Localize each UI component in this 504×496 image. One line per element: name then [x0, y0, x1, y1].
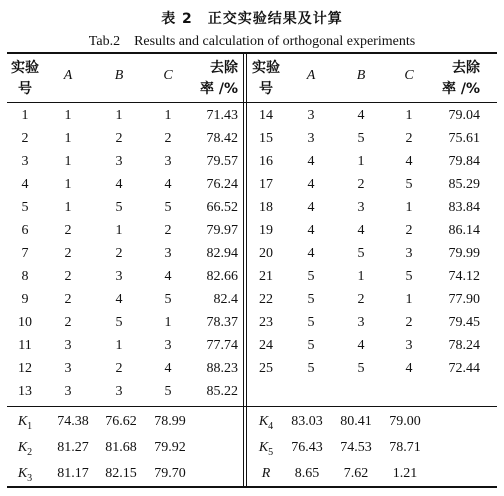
k-label	[251, 410, 281, 433]
cell-a: 5	[307, 338, 315, 353]
cell-b: 2	[357, 292, 365, 307]
cell-a: 5	[307, 292, 315, 307]
cell-rate: 85.29	[448, 177, 480, 192]
cell-a: 4	[307, 223, 315, 238]
cell-a: 2	[64, 223, 72, 238]
cell-a: 1	[64, 154, 72, 169]
k-label	[10, 410, 40, 433]
header-c-right: C	[404, 68, 414, 83]
cell-no: 20	[259, 246, 273, 261]
k-symbol: K	[17, 440, 28, 455]
cell-a: 3	[307, 108, 315, 123]
cell-c: 1	[405, 108, 413, 123]
k-value-c: 1.21	[392, 466, 418, 481]
cell-rate: 82.4	[213, 292, 238, 307]
cell-c: 4	[164, 361, 172, 376]
cell-a: 3	[64, 338, 72, 353]
cell-rate: 88.23	[206, 361, 238, 376]
header-no-line2: 号	[18, 81, 32, 97]
k-subscript: 2	[27, 446, 33, 458]
cell-b: 1	[115, 338, 123, 353]
cell-b: 5	[357, 131, 365, 146]
k-subscript: 3	[27, 472, 33, 484]
cell-b: 1	[357, 154, 365, 169]
k-value-b: 81.68	[105, 440, 137, 455]
cell-a: 2	[64, 315, 72, 330]
cell-b: 1	[115, 108, 123, 123]
header-no-line1-right: 实验	[252, 60, 280, 76]
cell-b: 1	[357, 269, 365, 284]
table-title-cn: 表 2 正交实验结果及计算	[161, 11, 343, 27]
cell-no: 3	[21, 154, 29, 169]
cell-c: 3	[405, 338, 413, 353]
cell-c: 1	[164, 315, 172, 330]
cell-a: 3	[64, 384, 72, 399]
bottom-rule	[7, 486, 497, 488]
cell-c: 1	[405, 292, 413, 307]
cell-b: 2	[115, 246, 123, 261]
cell-b: 4	[115, 177, 123, 192]
cell-a: 5	[307, 361, 315, 376]
cell-rate: 78.42	[206, 131, 238, 146]
k-value-c: 79.00	[389, 414, 421, 429]
cell-no: 14	[259, 108, 273, 123]
cell-rate: 77.74	[206, 338, 238, 353]
cell-rate: 76.24	[206, 177, 238, 192]
cell-b: 1	[115, 223, 123, 238]
cell-c: 3	[164, 154, 172, 169]
cell-b: 4	[357, 223, 365, 238]
cell-c: 4	[164, 269, 172, 284]
cell-rate: 71.43	[206, 108, 238, 123]
cell-no: 10	[18, 315, 32, 330]
table-title-en: Tab.2 Results and calculation of orthogonal experiments	[88, 34, 416, 49]
k-subscript: 1	[27, 420, 33, 432]
cell-no: 2	[21, 131, 29, 146]
k-symbol: K	[258, 440, 269, 455]
cell-c: 5	[164, 292, 172, 307]
header-rate-line1: 去除	[210, 60, 238, 76]
k-value-a: 76.43	[291, 440, 323, 455]
header-rate-line2-right: 率 /%	[441, 81, 480, 97]
cell-c: 4	[405, 361, 413, 376]
header-b: B	[114, 68, 124, 83]
cell-no: 7	[21, 246, 29, 261]
cell-c: 2	[405, 223, 413, 238]
cell-b: 3	[115, 154, 123, 169]
header-rate-line1-right: 去除	[452, 60, 480, 76]
k-value-b: 80.41	[340, 414, 372, 429]
cell-b: 4	[357, 338, 365, 353]
k-subscript: 4	[268, 420, 274, 432]
cell-c: 5	[164, 200, 172, 215]
cell-rate: 79.84	[448, 154, 480, 169]
cell-no: 6	[21, 223, 29, 238]
cell-a: 1	[64, 108, 72, 123]
cell-a: 2	[64, 246, 72, 261]
k-label	[10, 436, 40, 459]
k-symbol: K	[17, 466, 28, 481]
cell-no: 5	[21, 200, 29, 215]
k-section-rule	[7, 406, 497, 407]
cell-rate: 79.45	[448, 315, 480, 330]
cell-no: 19	[259, 223, 273, 238]
header-b-right: B	[356, 68, 366, 83]
cell-a: 1	[64, 131, 72, 146]
cell-no: 9	[21, 292, 29, 307]
cell-a: 4	[307, 177, 315, 192]
cell-no: 18	[259, 200, 273, 215]
cell-rate: 66.52	[206, 200, 238, 215]
cell-b: 3	[357, 315, 365, 330]
cell-c: 2	[164, 131, 172, 146]
cell-a: 4	[307, 200, 315, 215]
cell-no: 23	[259, 315, 273, 330]
cell-b: 2	[357, 177, 365, 192]
cell-rate: 82.66	[206, 269, 238, 284]
cell-c: 1	[164, 108, 172, 123]
cell-no: 11	[18, 338, 32, 353]
k-value-a: 8.65	[294, 466, 320, 481]
cell-a: 1	[64, 177, 72, 192]
k-label	[10, 462, 40, 485]
k-value-c: 78.99	[154, 414, 186, 429]
k-value-a: 81.27	[57, 440, 89, 455]
cell-rate: 83.84	[448, 200, 480, 215]
cell-b: 5	[357, 361, 365, 376]
top-rule	[7, 52, 497, 54]
cell-b: 5	[115, 315, 123, 330]
center-divider-2	[246, 54, 247, 488]
cell-b: 3	[115, 384, 123, 399]
cell-c: 4	[164, 177, 172, 192]
cell-c: 2	[405, 315, 413, 330]
header-a-right: A	[306, 68, 316, 83]
k-symbol: R	[261, 466, 271, 481]
k-label	[251, 462, 281, 485]
cell-no: 4	[21, 177, 29, 192]
cell-rate: 82.94	[206, 246, 238, 261]
cell-a: 4	[307, 154, 315, 169]
cell-a: 2	[64, 292, 72, 307]
cell-c: 3	[164, 246, 172, 261]
k-value-c: 79.92	[154, 440, 186, 455]
cell-no: 8	[21, 269, 29, 284]
cell-b: 5	[357, 246, 365, 261]
cell-no: 22	[259, 292, 273, 307]
cell-rate: 74.12	[448, 269, 480, 284]
header-no-line1: 实验	[11, 60, 39, 76]
cell-c: 2	[164, 223, 172, 238]
cell-b: 4	[357, 108, 365, 123]
cell-a: 3	[64, 361, 72, 376]
k-value-a: 74.38	[57, 414, 89, 429]
cell-rate: 79.99	[448, 246, 480, 261]
cell-a: 1	[64, 200, 72, 215]
cell-a: 2	[64, 269, 72, 284]
k-value-c: 78.71	[389, 440, 421, 455]
cell-rate: 79.57	[206, 154, 238, 169]
cell-rate: 79.97	[206, 223, 238, 238]
cell-c: 5	[405, 177, 413, 192]
cell-rate: 86.14	[448, 223, 480, 238]
k-value-b: 74.53	[340, 440, 372, 455]
cell-rate: 78.24	[448, 338, 480, 353]
cell-c: 3	[164, 338, 172, 353]
cell-c: 3	[405, 246, 413, 261]
k-value-b: 76.62	[105, 414, 137, 429]
k-value-c: 79.70	[154, 466, 186, 481]
cell-no: 15	[259, 131, 273, 146]
cell-no: 12	[18, 361, 32, 376]
cell-no: 21	[259, 269, 273, 284]
k-value-a: 83.03	[291, 414, 323, 429]
cell-c: 4	[405, 154, 413, 169]
k-symbol: K	[258, 414, 269, 429]
k-subscript: 5	[268, 446, 274, 458]
cell-b: 2	[115, 361, 123, 376]
header-rate-line2: 率 /%	[199, 81, 238, 97]
cell-no: 24	[259, 338, 273, 353]
cell-no: 1	[21, 108, 29, 123]
cell-rate: 85.22	[206, 384, 238, 399]
cell-a: 3	[307, 131, 315, 146]
header-no-line2-right: 号	[259, 81, 273, 97]
cell-rate: 75.61	[448, 131, 480, 146]
cell-b: 4	[115, 292, 123, 307]
k-symbol: K	[17, 414, 28, 429]
center-divider-1	[243, 54, 244, 488]
cell-a: 4	[307, 246, 315, 261]
cell-no: 16	[259, 154, 273, 169]
k-value-b: 7.62	[343, 466, 369, 481]
header-c: C	[163, 68, 173, 83]
cell-rate: 78.37	[206, 315, 238, 330]
cell-b: 5	[115, 200, 123, 215]
cell-b: 3	[115, 269, 123, 284]
cell-c: 1	[405, 200, 413, 215]
header-rule	[7, 102, 497, 103]
cell-b: 3	[357, 200, 365, 215]
header-a: A	[63, 68, 73, 83]
cell-c: 5	[405, 269, 413, 284]
cell-rate: 79.04	[448, 108, 480, 123]
k-value-b: 82.15	[105, 466, 137, 481]
cell-c: 5	[164, 384, 172, 399]
cell-rate: 77.90	[448, 292, 480, 307]
k-value-a: 81.17	[57, 466, 89, 481]
k-label	[251, 436, 281, 459]
cell-a: 5	[307, 269, 315, 284]
cell-rate: 72.44	[448, 361, 480, 376]
cell-c: 2	[405, 131, 413, 146]
cell-a: 5	[307, 315, 315, 330]
cell-no: 17	[259, 177, 273, 192]
cell-no: 25	[259, 361, 273, 376]
cell-no: 13	[18, 384, 32, 399]
cell-b: 2	[115, 131, 123, 146]
